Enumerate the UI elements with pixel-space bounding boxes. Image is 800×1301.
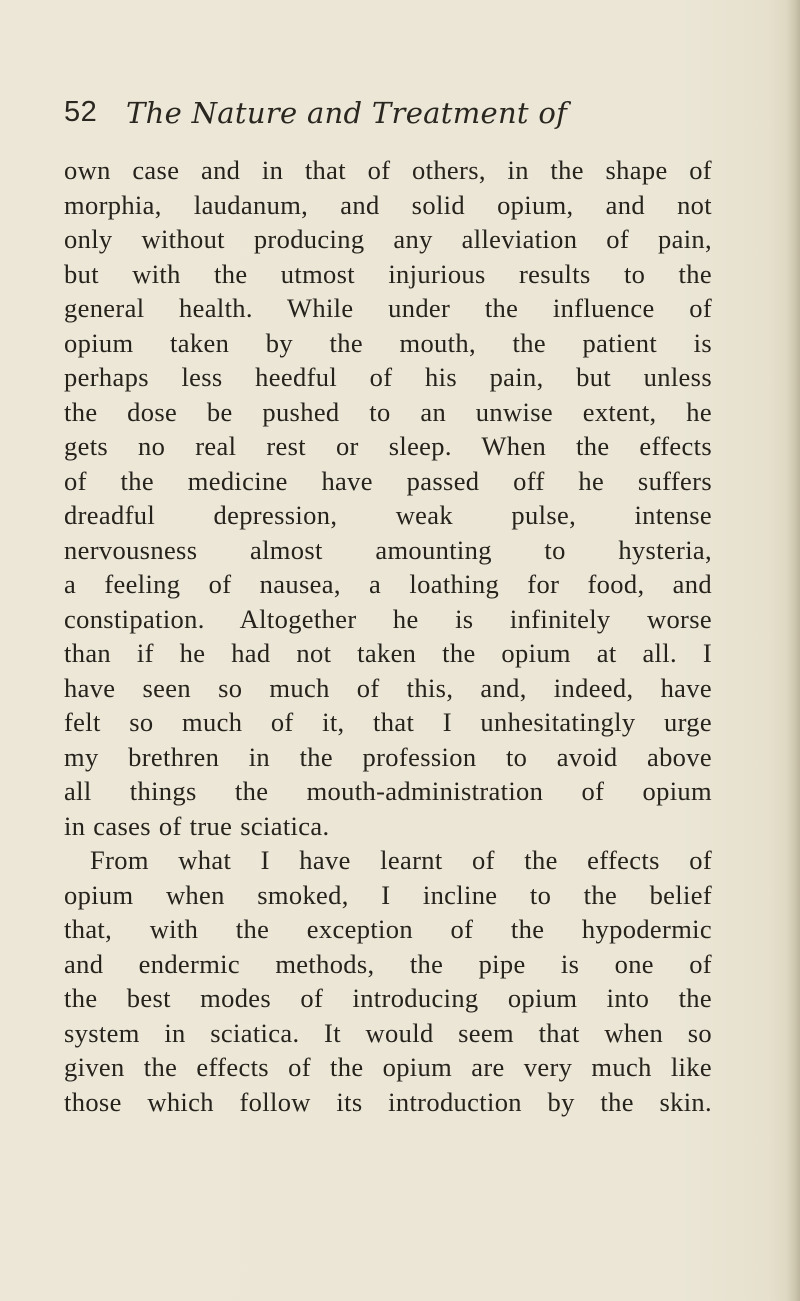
text-line: those which follow its introduction by the skin. (64, 1086, 712, 1117)
page-header (64, 96, 714, 146)
text-line: only without producing any alleviation of pain, (64, 224, 712, 254)
body-text (64, 153, 712, 1119)
text-line: perhaps less heedful of his pain, but unless (64, 362, 712, 392)
text-line: own case and in that of others, in the shape of (64, 155, 712, 185)
text-line: have seen so much of this, and, indeed, have (64, 672, 712, 703)
text-line: the best modes of introducing opium into the (64, 983, 712, 1013)
text-line: that, with the exception of the hypodermic (64, 914, 712, 944)
text-line: the dose be pushed to an unwise extent, he (64, 396, 712, 427)
text-line: my brethren in the profession to avoid above (64, 741, 712, 772)
text-line: constipation. Altogether he is infinitely worse (64, 603, 712, 634)
text-line: felt so much of it, that I unhesitatingly urge (64, 707, 712, 737)
text-line: given the effects of the opium are very much like (64, 1052, 712, 1082)
page-number: 52 (64, 96, 98, 128)
text-line: opium when smoked, I incline to the belief (64, 879, 712, 910)
text-line: than if he had not taken the opium at all. I (64, 638, 712, 668)
text-line: of the medicine have passed off he suffers (64, 465, 712, 496)
text-line: a feeling of nausea, a loathing for food, and (64, 569, 712, 599)
text-line: and endermic methods, the pipe is one of (64, 948, 712, 979)
page-edge-shadow (786, 0, 800, 1301)
text-line: dreadful depression, weak pulse, intense (64, 500, 712, 530)
text-line: gets no real rest or sleep. When the effects (64, 431, 712, 461)
text-line: in cases of true sciatica. (64, 810, 330, 841)
running-title: The Nature and Treatment of (126, 96, 568, 130)
text-line: morphia, laudanum, and solid opium, and not (64, 189, 712, 220)
text-line: but with the utmost injurious results to the (64, 258, 712, 289)
text-line: all things the mouth-administration of opium (64, 776, 712, 806)
text-line: general health. While under the influence of (64, 293, 712, 323)
paragraph (64, 843, 712, 1119)
text-line: From what I have learnt of the effects of (90, 845, 712, 875)
paragraph (64, 153, 712, 843)
text-line: system in sciatica. It would seem that when so (64, 1017, 712, 1048)
text-line: nervousness almost amounting to hysteria, (64, 534, 712, 565)
text-line: opium taken by the mouth, the patient is (64, 327, 712, 358)
